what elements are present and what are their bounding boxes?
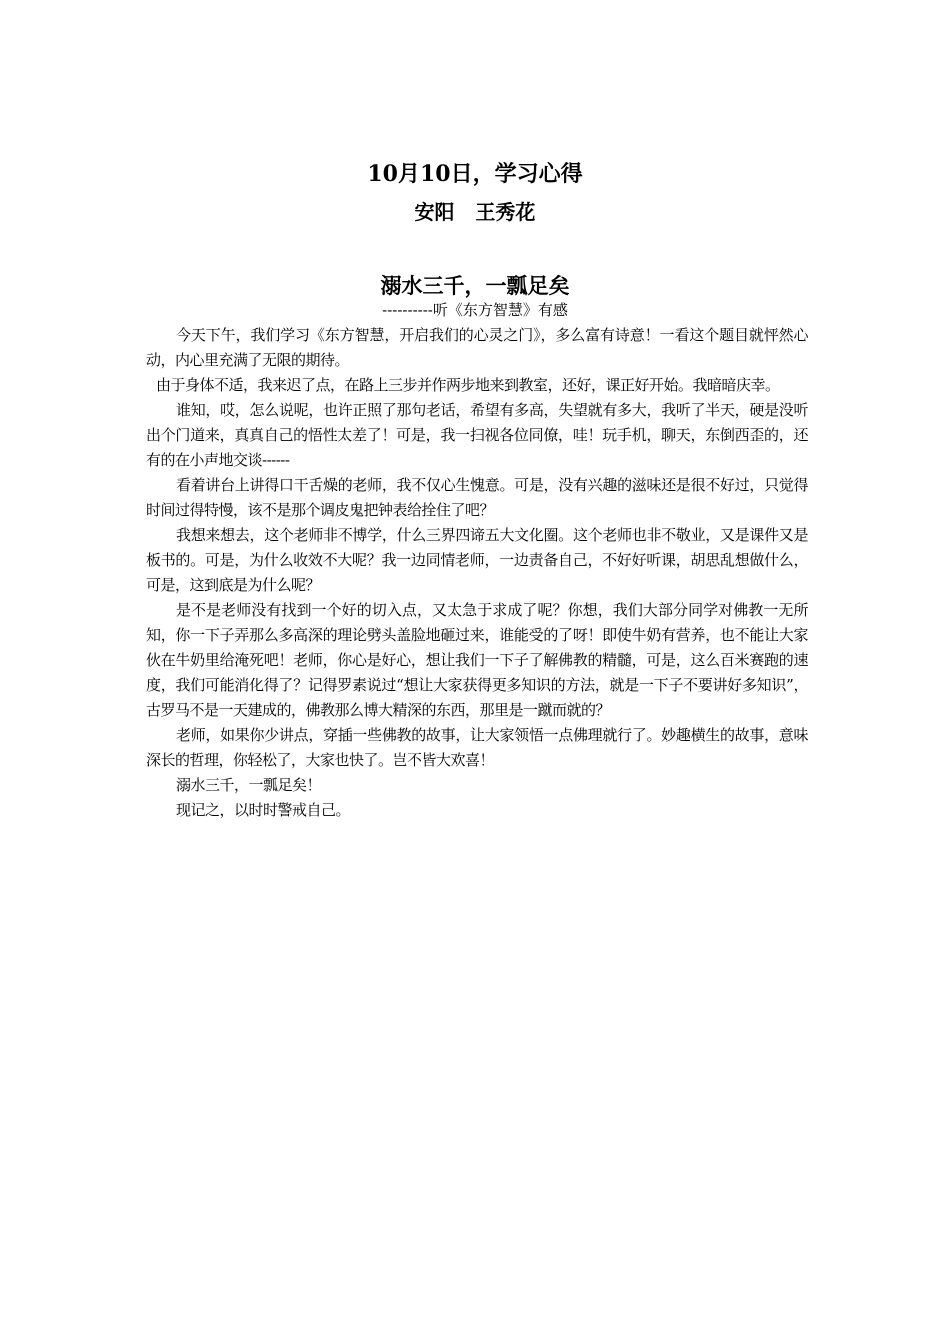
paragraph: 现记之，以时时警戒自己。 [176,801,351,819]
paragraph: 我想来想去，这个老师非不博学，什么三界四谛五大文化圈。这个老师也非不敬业，又是课件又是板书的。可是，为什么收效不大呢？我一边同情老师，一边责备自己，不好好听课，胡思乱想做什么，可是，这到底是为什么呢？ [146,526,808,594]
paragraph: 是不是老师没有找到一个好的切入点，又太急于求成了呢？你想，我们大部分同学对佛教一无所知，你一下子弄那么多高深的理论劈头盖脸地砸过来，谁能受的了呀！即使牛奶有营养，也不能让大家伙在牛奶里给淹死吧！老师，你心是好心，想让我们一下子了解佛教的精髓，可是，这么百米赛跑的速度，我们可能消化得了？记得罗素说过“想让大家获得更多知识的方法，就是一下子不要讲好多知识”，古罗马不是一天建成的，佛教那么博大精深的东西，那里是一蹴而就的？ [146,601,808,719]
essay-body [146,323,808,823]
paragraph: 今天下午，我们学习《东方智慧，开启我们的心灵之门》，多么富有诗意！一看这个题目就怦然心动，内心里充满了无限的期待。 [146,326,808,369]
paragraph: 溺水三千，一瓢足矣！ [176,776,322,794]
paragraph: 看着讲台上讲得口干舌燥的老师，我不仅心生愧意。可是，没有兴趣的滋味还是很不好过，只觉得时间过得特慢，该不是那个调皮鬼把钟表给拴住了吧？ [146,476,808,519]
paragraph: 由于身体不适，我来迟了点，在路上三步并作两步地来到教室，还好，课正好开始。我暗暗庆幸。 [156,376,780,394]
paragraph: 老师，如果你少讲点，穿插一些佛教的故事，让大家领悟一点佛理就行了。妙趣横生的故事，意味深长的哲理，你轻松了，大家也快了。岂不皆大欢喜！ [146,726,808,769]
essay-subtitle: ----------听《东方智慧》有感 [382,301,568,319]
document-title: 10月10日，学习心得 [367,161,583,187]
essay-title: 溺水三千，一瓢足矣 [380,273,570,298]
paragraph: 谁知，哎，怎么说呢，也许正照了那句老话，希望有多高，失望就有多大，我听了半天，硬是没听出个门道来，真真自己的悟性太差了！可是，我一扫视各位同僚，哇！玩手机，聊天，东倒西歪的，还有的在小声地交谈------ [146,401,808,469]
author-line: 安阳 王秀花 [414,200,536,224]
